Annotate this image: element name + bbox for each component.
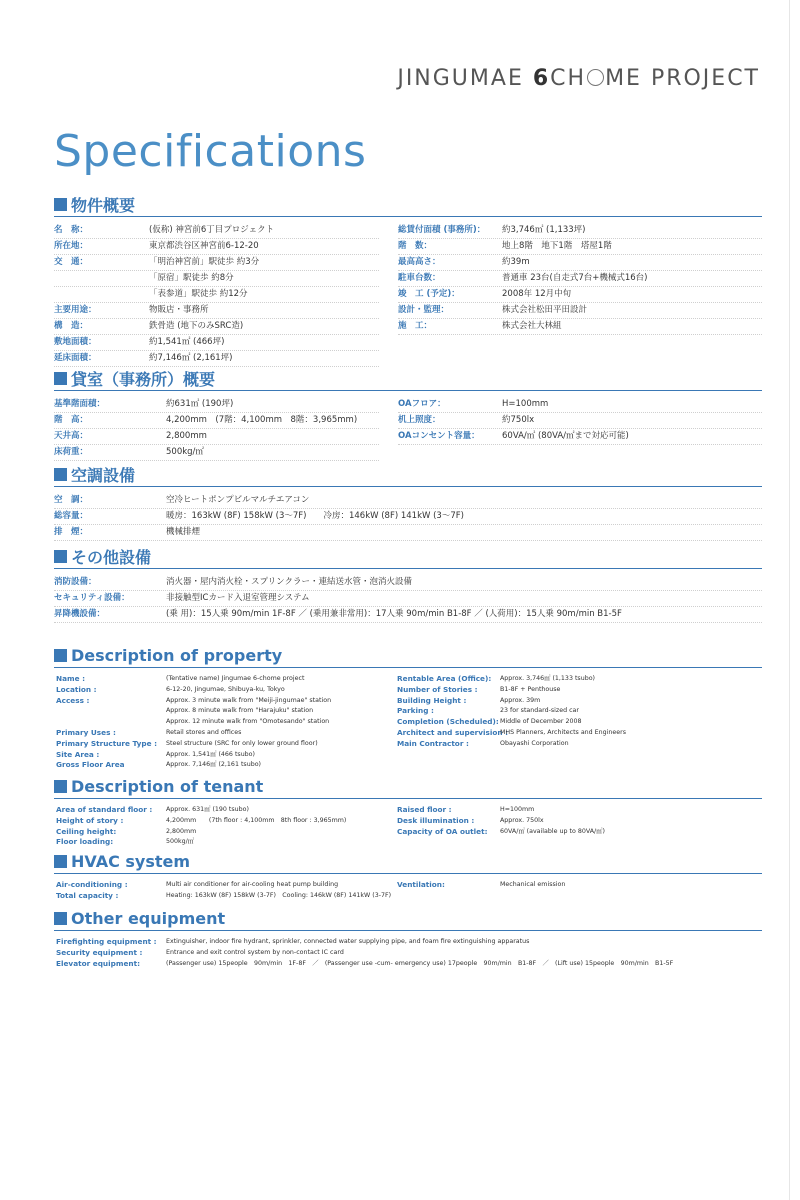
spec-label: Total capacity : [56, 890, 119, 900]
spec-row [397, 805, 762, 816]
spec-row [56, 685, 381, 696]
section-square-icon [54, 468, 67, 481]
section-title: 空調設備 [71, 465, 136, 485]
spec-value: 約7,146㎡ (2,161坪) [149, 353, 233, 363]
spec-row [397, 717, 762, 728]
spec-column-right [397, 674, 762, 750]
spec-row [397, 880, 762, 891]
spec-label: 昇降機設備： [54, 609, 106, 619]
section-hvac [54, 851, 762, 900]
spec-value: Middle of December 2008 [500, 718, 582, 726]
page-title: Specifications [54, 126, 367, 177]
spec-value: 株式会社大林組 [502, 321, 562, 331]
spec-label: 机上照度： [398, 415, 441, 425]
section-description-property [54, 645, 762, 770]
section-other-equipment [54, 908, 762, 968]
spec-value: Retail stores and offices [166, 728, 242, 736]
spec-row [397, 827, 762, 838]
section-title: HVAC system [71, 851, 191, 871]
section-title: Description of tenant [71, 776, 264, 796]
section-bukken [54, 194, 762, 363]
spec-label: OAフロア： [398, 399, 446, 409]
spec-value: 「原宿」駅徒歩 約8分 [149, 273, 234, 283]
spec-label: 施 工： [398, 321, 433, 331]
spec-label: Building Height : [397, 695, 467, 705]
spec-row [56, 728, 381, 739]
spec-label: Architect and supervision : [397, 727, 509, 737]
spec-row [56, 827, 381, 838]
spec-label: Site Area : [56, 749, 100, 759]
section-square-icon [54, 649, 67, 662]
spec-column-full [56, 937, 762, 969]
spec-row [397, 685, 762, 696]
spec-label: 最高高さ： [398, 257, 441, 267]
spec-row [397, 816, 762, 827]
spec-value: 6-12-20, Jingumae, Shibuya-ku, Tokyo [166, 685, 285, 693]
spec-row [54, 591, 762, 607]
spec-label: Ceiling height: [56, 826, 117, 836]
spec-column-full [54, 575, 762, 623]
spec-row [54, 303, 379, 319]
spec-value: 60VA/㎡ (80VA/㎡まで対応可能) [502, 431, 629, 441]
spec-label: Air-conditioning : [56, 880, 128, 889]
section-square-icon [54, 912, 67, 925]
spec-row [397, 696, 762, 707]
spec-row [56, 760, 381, 771]
spec-label: 基準階面積： [54, 399, 106, 409]
section-kashitsu [54, 368, 762, 457]
section-square-icon [54, 855, 67, 868]
spec-row [54, 319, 379, 335]
spec-value: 約3,746㎡ (1,133坪) [502, 225, 586, 235]
spec-label: Completion (Scheduled): [397, 717, 499, 727]
section-header [54, 908, 762, 931]
spec-label: Location : [56, 684, 97, 694]
spec-value: (仮称) 神宮前6丁目プロジェクト [149, 225, 275, 235]
spec-label: Floor loading: [56, 837, 114, 847]
spec-row [54, 607, 762, 623]
spec-row [397, 728, 762, 739]
spec-label: 床荷重： [54, 447, 89, 457]
section-title: その他設備 [71, 547, 152, 567]
logo-circle-mark [587, 69, 604, 86]
section-header [54, 368, 762, 391]
spec-value: 非接触型ICカード入退室管理システム [166, 593, 310, 603]
spec-value: (乗 用)：15人乗 90m/min 1F-8F ／ (乗用兼非常用)：17人乗 90m/min B1-8F ／ (人荷用)：15人乗 90m/min B1-5F [166, 609, 622, 619]
spec-column-full [54, 493, 762, 541]
spec-label: Desk illumination : [397, 815, 475, 825]
spec-row [398, 271, 762, 287]
spec-row [56, 739, 381, 750]
spec-row [398, 413, 762, 429]
spec-label: Primary Uses : [56, 727, 116, 737]
spec-label: 構 造： [54, 321, 89, 331]
spec-row [56, 696, 381, 707]
spec-row [56, 837, 381, 848]
spec-value: 約39m [502, 257, 530, 267]
spec-row [54, 287, 379, 303]
spec-row [56, 880, 381, 891]
spec-row [398, 429, 762, 445]
spec-label: 設計・監理： [398, 305, 450, 315]
spec-column-right [398, 223, 762, 335]
spec-row [54, 271, 379, 287]
spec-value: 約1,541㎡ (466坪) [149, 337, 225, 347]
logo-text-post: ME PROJECT [605, 66, 760, 91]
spec-column-left [54, 223, 379, 367]
spec-row [54, 493, 762, 509]
spec-value: MHS Planners, Architects and Engineers [500, 728, 626, 736]
spec-value: 60VA/㎡ (available up to 80VA/㎡) [500, 827, 605, 835]
spec-value: Heating: 163kW (8F) 158kW (3-7F) Cooling: 146kW (8F) 141kW (3-7F) [166, 891, 392, 899]
spec-label: 主要用途： [54, 305, 97, 315]
spec-row [56, 959, 762, 970]
spec-row [54, 255, 379, 271]
spec-row [54, 223, 379, 239]
logo-number: 6 [532, 66, 551, 91]
spec-value: 2008年 12月中旬 [502, 289, 572, 299]
section-header [54, 645, 762, 668]
spec-row [54, 429, 379, 445]
spec-column-left [56, 674, 381, 771]
spec-value: Mechanical emission [500, 881, 566, 888]
spec-value: 消火器・屋内消火栓・スプリンクラー・連結送水管・泡消火設備 [166, 577, 412, 587]
section-square-icon [54, 198, 67, 211]
spec-row [398, 287, 762, 303]
spec-value: 暖房：163kW (8F) 158kW (3〜7F) 冷房：146kW (8F) 141kW (3〜7F) [166, 511, 464, 521]
spec-value: B1-8F + Penthouse [500, 685, 561, 693]
spec-label: Security equipment : [56, 947, 143, 957]
section-title: Description of property [71, 645, 283, 665]
spec-label: 天井高： [54, 431, 89, 441]
spec-value: Approx. 12 minute walk from "Omotesando" station [166, 718, 330, 726]
spec-value: 機械排煙 [166, 527, 201, 537]
spec-row [398, 303, 762, 319]
section-header [54, 464, 762, 487]
logo-text-pre: JINGUMAE [397, 66, 533, 91]
spec-label: 所在地： [54, 241, 89, 251]
spec-label: 階 高： [54, 415, 89, 425]
spec-value: 株式会社松田平田設計 [502, 305, 588, 315]
spec-value: Obayashi Corporation [500, 739, 569, 747]
spec-label: Height of story : [56, 815, 124, 825]
project-logo [397, 66, 760, 91]
spec-label: 排 煙： [54, 527, 89, 537]
spec-row [54, 575, 762, 591]
spec-label: セキュリティ設備： [54, 593, 130, 603]
spec-label: Main Contractor : [397, 738, 469, 748]
spec-row [54, 239, 379, 255]
spec-column-right [397, 805, 762, 837]
spec-value: 「明治神宮前」駅徒歩 約3分 [149, 257, 260, 267]
spec-value: 物販店・事務所 [149, 305, 209, 315]
section-title: 物件概要 [71, 195, 136, 215]
spec-label: 消防設備： [54, 577, 97, 587]
spec-row [56, 948, 762, 959]
spec-label: OAコンセント容量： [398, 431, 480, 441]
spec-value: Approx. 750lx [500, 816, 544, 824]
spec-value: Entrance and exit control system by non-contact IC card [166, 948, 344, 956]
spec-row [54, 397, 379, 413]
spec-label: Ventilation: [397, 880, 445, 889]
spec-label: Capacity of OA outlet: [397, 826, 488, 836]
section-square-icon [54, 372, 67, 385]
spec-row [56, 717, 381, 728]
spec-column-left [56, 880, 392, 902]
spec-label: 延床面積： [54, 353, 97, 363]
spec-label: Gross Floor Area [56, 760, 125, 770]
spec-column-left [56, 805, 381, 848]
spec-value: 2,800mm [166, 431, 207, 441]
section-square-icon [54, 550, 67, 563]
spec-label: 総容量： [54, 511, 89, 521]
spec-row [397, 706, 762, 717]
spec-value: 500kg/㎡ [166, 447, 204, 457]
spec-row [56, 937, 762, 948]
spec-row [56, 816, 381, 827]
spec-row [397, 674, 762, 685]
spec-row [56, 750, 381, 761]
section-sonota [54, 546, 762, 619]
spec-row [398, 239, 762, 255]
spec-column-right [398, 397, 762, 445]
spec-row [56, 706, 381, 717]
spec-value: 空冷ヒートポンプビルマルチエアコン [166, 495, 310, 505]
spec-label: 竣 工 (予定)： [398, 289, 460, 299]
spec-label: Primary Structure Type : [56, 738, 158, 748]
spec-value: 東京都渋谷区神宮前6-12-20 [149, 241, 259, 251]
spec-label: Number of Stories : [397, 684, 478, 694]
spec-value: 普通車 23台(自走式7台+機械式16台) [502, 273, 648, 283]
section-header [54, 851, 762, 874]
spec-value: Approx. 8 minute walk from "Harajuku" station [166, 707, 314, 715]
spec-value: 鉄骨造 (地下のみSRC造) [149, 321, 244, 331]
section-header [54, 776, 762, 799]
spec-row [56, 805, 381, 816]
spec-label: Name : [56, 674, 86, 683]
spec-label: Rentable Area (Office): [397, 674, 492, 683]
spec-value: Approx. 7,146㎡ (2,161 tsubo) [166, 761, 261, 769]
spec-row [397, 739, 762, 750]
section-title: Other equipment [71, 908, 226, 928]
spec-label: 総賃付面積 (事務所)： [398, 225, 486, 235]
spec-value: (Passenger use) 15people 90m/min 1F-8F ／ (Passenger use -cum- emergency use) 17people 90m/min B1-8F ／ (Lift use) 15people 90m/min B1-5F [166, 959, 674, 967]
spec-value: 「表参道」駅徒歩 約12分 [149, 289, 248, 299]
spec-row [398, 397, 762, 413]
spec-value: 約631㎡ (190坪) [166, 399, 234, 409]
spec-label: 駐車台数： [398, 273, 441, 283]
section-header [54, 194, 762, 217]
spec-value: Approx. 3 minute walk from "Meiji-jingumae" station [166, 696, 332, 704]
spec-row [398, 255, 762, 271]
spec-value: Steel structure (SRC for only lower ground floor) [166, 739, 318, 747]
spec-label: 交 通： [54, 257, 89, 267]
spec-label: Area of standard floor : [56, 805, 153, 814]
spec-value: 23 for standard-sized car [500, 707, 579, 715]
section-title: 貸室（事務所）概要 [71, 369, 216, 389]
spec-column-right [397, 880, 762, 891]
spec-row [398, 223, 762, 239]
logo-text-ch: CH [550, 66, 587, 91]
spec-row [54, 525, 762, 541]
spec-row [56, 674, 381, 685]
spec-label: 敷地面積： [54, 337, 97, 347]
spec-value: (Tentative name) Jingumae 6-chome project [166, 675, 305, 682]
spec-label: Elevator equipment: [56, 958, 140, 968]
spec-value: 500kg/㎡ [166, 838, 195, 846]
spec-value: 4,200mm (7th floor : 4,100mm 8th floor : 3,965mm) [166, 816, 347, 824]
section-description-tenant [54, 776, 762, 847]
spec-value: Approx. 39m [500, 696, 541, 704]
spec-value: 2,800mm [166, 827, 197, 835]
spec-label: Access : [56, 695, 90, 705]
spec-row [54, 335, 379, 351]
spec-label: 空 調： [54, 495, 89, 505]
spec-value: Approx. 1,541㎡ (466 tsubo) [166, 750, 255, 758]
spec-row [54, 351, 379, 367]
section-square-icon [54, 780, 67, 793]
spec-column-left [54, 397, 379, 461]
spec-row [56, 890, 392, 902]
spec-row [54, 413, 379, 429]
spec-row [54, 509, 762, 525]
spec-label: Firefighting equipment : [56, 937, 157, 946]
spec-label: 階 数： [398, 241, 433, 251]
spec-value: Extinguisher, indoor fire hydrant, sprinkler, connected water supplying pipe, and foam fire extinguishing apparatus [166, 938, 530, 945]
spec-value: Approx. 3,746㎡ (1,133 tsubo) [500, 675, 595, 682]
spec-value: Multi air conditioner for air-cooling heat pump building [166, 881, 339, 888]
spec-value: 約750lx [502, 415, 535, 425]
spec-label: Raised floor : [397, 805, 452, 814]
spec-row [54, 445, 379, 461]
spec-value: 地上8階 地下1階 塔屋1階 [502, 241, 612, 251]
spec-value: 4,200mm (7階：4,100mm 8階：3,965mm) [166, 415, 358, 425]
spec-label: 名 称： [54, 225, 89, 235]
spec-value: H=100mm [500, 806, 535, 813]
section-header [54, 546, 762, 569]
section-kucho [54, 464, 762, 537]
spec-label: Parking : [397, 706, 434, 716]
spec-row [398, 319, 762, 335]
page-edge [789, 0, 790, 1200]
spec-value: Approx. 631㎡ (190 tsubo) [166, 806, 249, 813]
spec-value: H=100mm [502, 399, 549, 409]
